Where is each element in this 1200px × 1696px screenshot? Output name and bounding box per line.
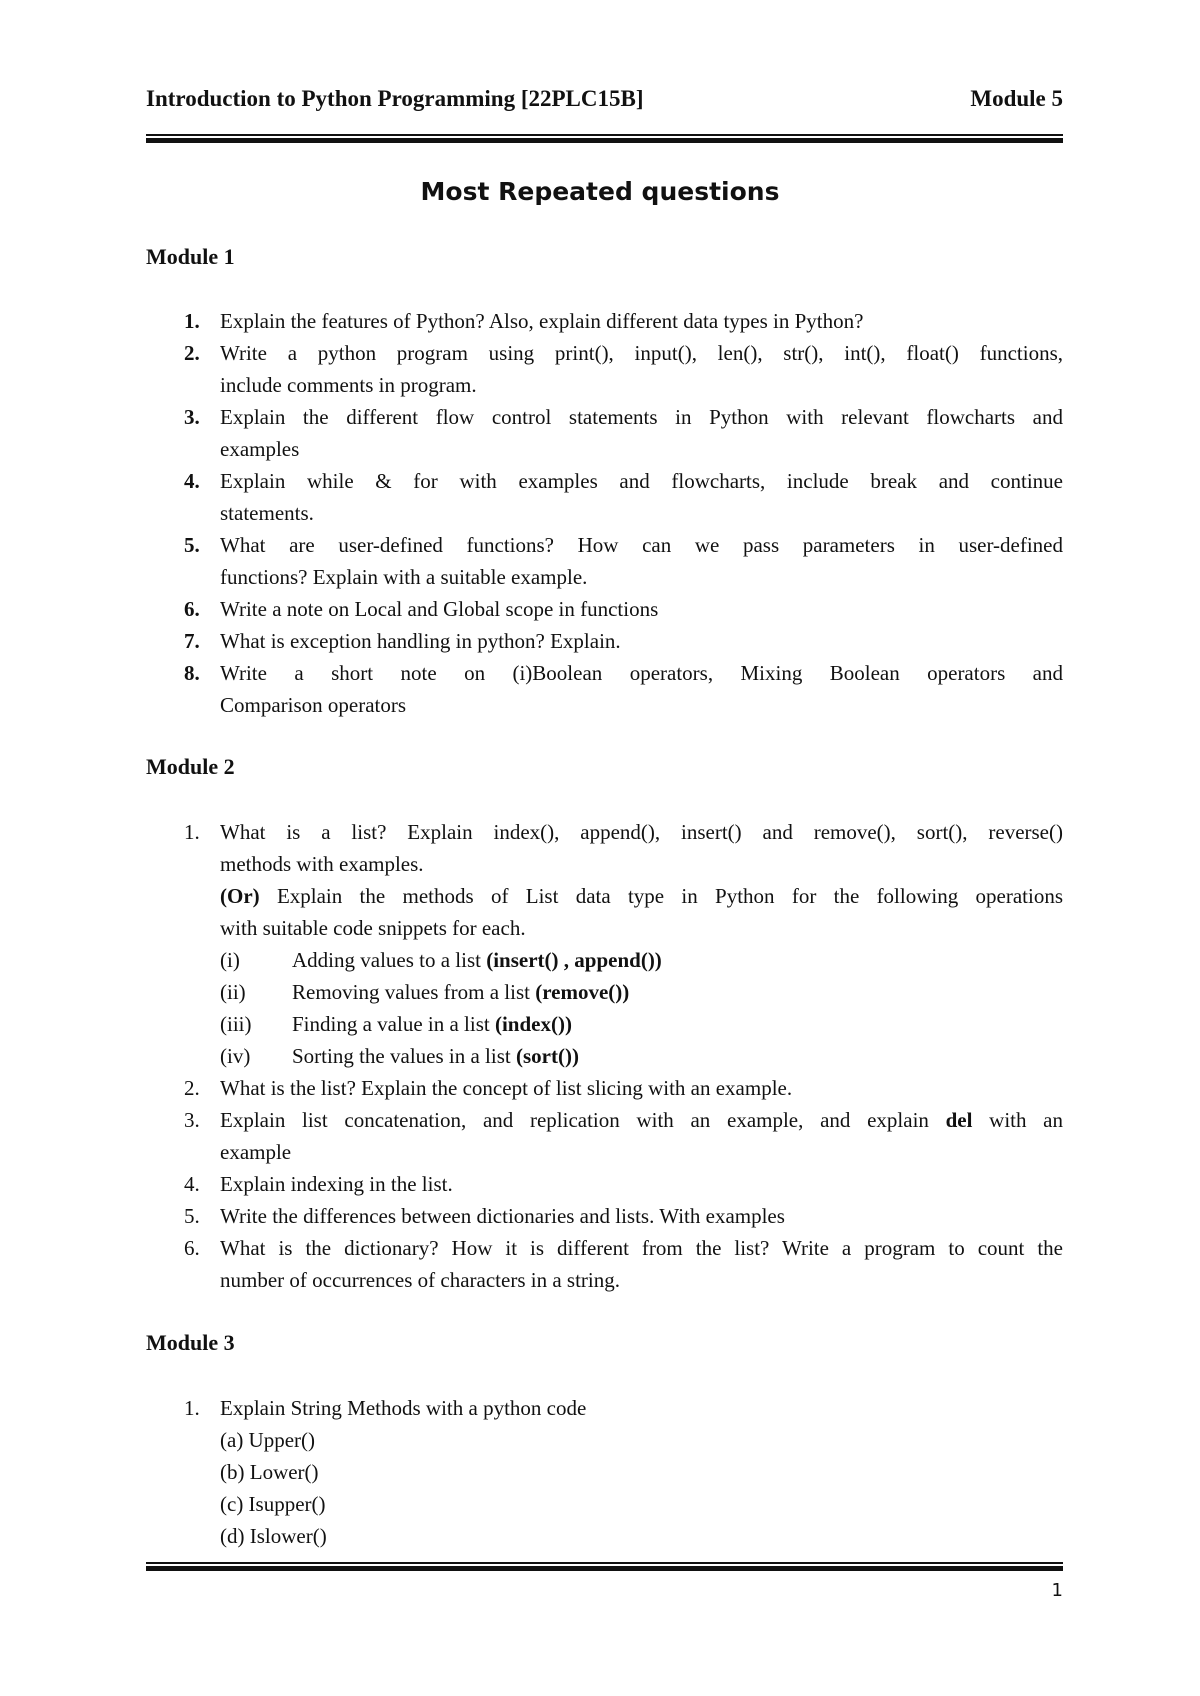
question-text: What is a list? Explain index(), append(), insert() and remove(), sort(), reverse() (220, 820, 1063, 844)
question-text: Explain while & for with examples and flowcharts, include break and continue (220, 469, 1063, 493)
sub-item-text: Removing values from a list (292, 980, 536, 1004)
question-text: Comparison operators (220, 693, 407, 717)
question-number: 4. (184, 469, 200, 493)
question-number: 6. (184, 1236, 200, 1260)
question-text: What are user-defined functions? How can we pass parameters in user-defined (220, 533, 1063, 557)
question-text-line (220, 1104, 1063, 1136)
question-number: 8. (184, 661, 200, 685)
question-number: 1. (184, 309, 200, 333)
or-label: (Or) (220, 884, 260, 908)
sub-item-methods: (sort()) (515, 1044, 579, 1068)
question-text: What is exception handling in python? Explain. (220, 629, 621, 653)
sub-item-label: (i) (220, 948, 240, 972)
sub-item-methods: (insert() , append()) (486, 948, 662, 972)
question-text: Explain the different flow control statements in Python with relevant flowcharts and (220, 405, 1063, 429)
module-1-heading: Module 1 (146, 244, 235, 269)
sub-item-label: (ii) (220, 980, 246, 1004)
sub-item-text: Sorting the values in a list (292, 1044, 516, 1068)
question-text: Explain indexing in the list. (220, 1172, 453, 1196)
sub-item-text: Finding a value in a list (292, 1012, 495, 1036)
question-number: 1. (184, 1396, 200, 1420)
footer-rule (146, 1562, 1063, 1571)
question-number: 7. (184, 629, 200, 653)
del-keyword: del (945, 1108, 973, 1132)
sub-item-text: Adding values to a list (292, 948, 487, 972)
module-3-heading: Module 3 (146, 1330, 235, 1355)
question-text: include comments in program. (220, 373, 477, 397)
sub-item-label: (iii) (220, 1012, 252, 1036)
m3-option-c: (c) Isupper() (220, 1492, 326, 1516)
or-alternative-line (220, 880, 1063, 912)
question-text: methods with examples. (220, 852, 424, 876)
question-text: example (220, 1140, 292, 1164)
course-title: Introduction to Python Programming [22PLC15B] (146, 86, 644, 111)
question-text: functions? Explain with a suitable example. (220, 565, 588, 589)
question-text: examples (220, 437, 300, 461)
page-title: Most Repeated questions (420, 177, 780, 206)
question-text: with an (972, 1108, 1064, 1132)
question-text: Explain String Methods with a python code (220, 1396, 587, 1420)
question-number: 3. (184, 405, 200, 429)
or-text: Explain the methods of List data type in Python for the following operations (259, 884, 1063, 908)
question-text: Write a note on Local and Global scope in functions (220, 597, 659, 621)
question-number: 4. (184, 1172, 200, 1196)
header-rule (146, 134, 1063, 143)
question-text: What is the dictionary? How it is different from the list? Write a program to count the (220, 1236, 1063, 1260)
m3-option-d: (d) Islower() (220, 1524, 327, 1548)
question-number: 2. (184, 341, 200, 365)
page-header (146, 86, 1063, 118)
question-text: Explain list concatenation, and replication with an example, and explain (220, 1108, 946, 1132)
question-number: 5. (184, 1204, 200, 1228)
question-number: 3. (184, 1108, 200, 1132)
question-text: with suitable code snippets for each. (220, 916, 526, 940)
sub-item-label: (iv) (220, 1044, 251, 1068)
sub-item-methods: (index()) (494, 1012, 572, 1036)
module-label: Module 5 (970, 86, 1063, 111)
m3-option-b: (b) Lower() (220, 1460, 319, 1484)
question-text: Write a short note on (i)Boolean operators, Mixing Boolean operators and (220, 661, 1063, 685)
question-text: Write a python program using print(), input(), len(), str(), int(), float() functions, (220, 341, 1063, 365)
question-text: number of occurrences of characters in a string. (220, 1268, 620, 1292)
m3-option-a: (a) Upper() (220, 1428, 316, 1452)
page-number: 1 (1051, 1580, 1063, 1601)
question-number: 6. (184, 597, 200, 621)
question-number: 2. (184, 1076, 200, 1100)
question-text: Explain the features of Python? Also, explain different data types in Python? (220, 309, 864, 333)
question-text: statements. (220, 501, 314, 525)
question-number: 1. (184, 820, 200, 844)
sub-item-methods: (remove()) (535, 980, 630, 1004)
question-text: What is the list? Explain the concept of list slicing with an example. (220, 1076, 793, 1100)
question-number: 5. (184, 533, 200, 557)
question-text: Write the differences between dictionaries and lists. With examples (220, 1204, 785, 1228)
module-2-heading: Module 2 (146, 754, 235, 779)
